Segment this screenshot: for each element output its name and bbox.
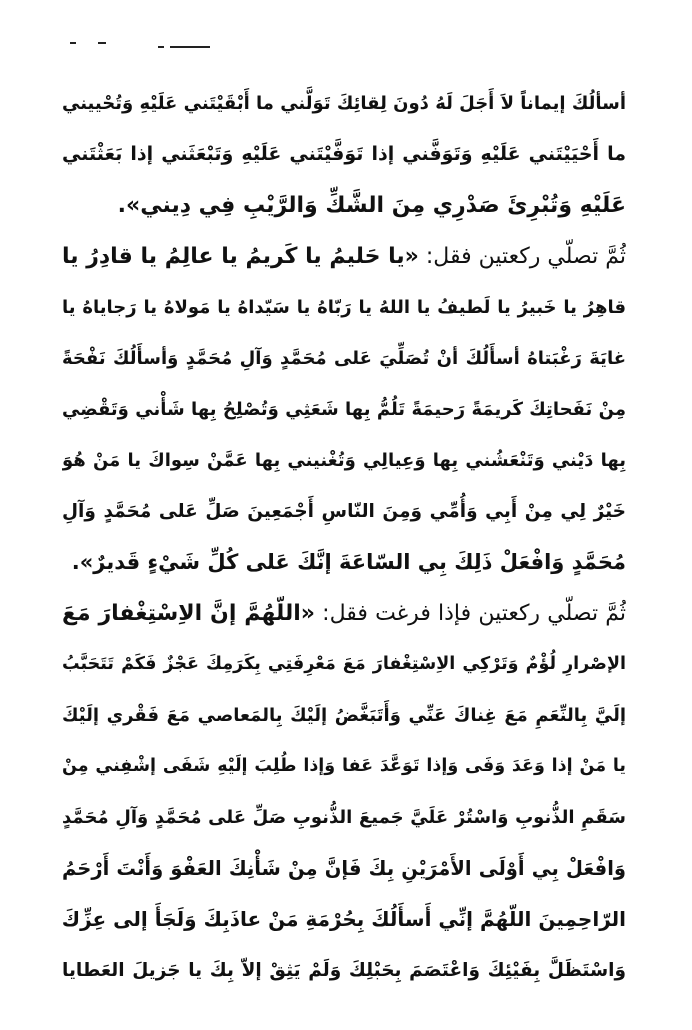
line-text: سَقَمِ الذُّنوبِ وَاسْتُرْ عَلَيَّ جَميعَ الذُّنوبِ صَلِّ عَلى مُحَمَّدٍ وَآلِ مُحَمَّدٍ xyxy=(62,807,626,828)
line-text: «يا حَليمُ يا كَريمُ يا عالِمُ يا قادِرُ يا xyxy=(62,244,419,269)
line-text: إلَيَّ بِالنِّعَمِ مَعَ غِناكَ عَنِّي وَأَتَبَغَّضُ إلَيْكَ بِالمَعاصي مَعَ فَقْري إلَيْكَ xyxy=(62,705,626,726)
text-line xyxy=(62,690,626,741)
line-text: خَيْرٌ لِي مِنْ أَبِي وَأُمِّي وَمِنَ النّاسِ أَجْمَعِينَ صَلِّ عَلى مُحَمَّدٍ وَآلِ xyxy=(62,501,626,522)
text-line xyxy=(62,180,626,231)
line-text: عَلَيْهِ وَتُبْرِئَ صَدْرِي مِنَ الشَّكِّ وَالرَّيْبِ فِي دِيني». xyxy=(117,193,626,218)
line-text: «اللّهُمَّ إنَّ الاِسْتِغْفارَ مَعَ xyxy=(62,601,315,626)
header-mark xyxy=(70,42,76,44)
line-text: يا مَنْ إذا وَعَدَ وَفَى وَإذا تَوَعَّدَ عَفا وَإذا طُلِبَ إلَيْهِ شَفَى إشْفِني مِنْ xyxy=(62,756,626,776)
line-text: مُحَمَّدٍ وَافْعَلْ ذَلِكَ بِي السّاعَةَ إنَّكَ عَلى كُلِّ شَيْءٍ قَديرٌ». xyxy=(71,550,626,574)
text-line xyxy=(62,639,626,690)
line-text: غايَةَ رَغْبَتاهُ أسأَلُكَ أنْ تُصَلِّيَ عَلى مُحَمَّدٍ وَآلِ مُحَمَّدٍ وَأسأَلُكَ نَفْحَةً xyxy=(62,348,626,369)
header-mark xyxy=(158,46,164,48)
text-line xyxy=(62,588,626,639)
text-line xyxy=(62,333,626,384)
text-line xyxy=(62,486,626,537)
line-text: الإصْرارِ لُؤْمٌ وَتَرْكِي الاِسْتِغْفارَ مَعَ مَعْرِفَتِي بِكَرَمِكَ عَجْزٌ فَكَمْ تَتَحَبَّبُ xyxy=(62,654,626,674)
line-text: قاهِرُ يا خَبيرُ يا لَطيفُ يا اللهُ يا رَبّاهُ يا سَيّداهُ يا مَولاهُ يا رَجاياهُ يا xyxy=(62,297,626,318)
text-line xyxy=(62,231,626,282)
line-text: وَاسْتَظَلَّ بِفَيْئِكَ وَاعْتَصَمَ بِحَبْلِكَ وَلَمْ يَثِقْ إلاّ بِكَ يا جَزيلَ العَطايا xyxy=(62,960,626,981)
text-line xyxy=(62,384,626,435)
text-line xyxy=(62,741,626,792)
header-mark xyxy=(170,46,210,48)
line-intro: ثُمَّ تصلّي ركعتين فإذا فرغت فقل: xyxy=(315,601,626,626)
text-line xyxy=(62,537,626,588)
line-text: مِنْ نَفَحاتِكَ كَريمَةً رَحيمَةً تَلُمُّ بِها شَعَثِي وَتُصْلِحُ بِها شَأْني وَتَقْضِي xyxy=(62,399,626,420)
line-text: وَافْعَلْ بِي أَوْلَى الأَمْرَيْنِ بِكَ فَإنَّ مِنْ شَأْنِكَ العَفْوَ وَأَنْتَ أَرْحَمُ xyxy=(62,857,626,880)
header-marks xyxy=(70,34,210,54)
text-line xyxy=(62,78,626,129)
text-line xyxy=(62,435,626,486)
text-line xyxy=(62,894,626,945)
text-line xyxy=(62,792,626,843)
line-text: أسألُكَ إيماناً لاَ أَجَلَ لَهُ دُونَ لِقائِكَ تَوَلَّني ما أَبْقَيْتَني عَلَيْهِ وَتُحْييني xyxy=(62,93,626,114)
text-line xyxy=(62,945,626,996)
line-text: بِها دَيْني وَتَنْعَشُني بِها وَعِيالِي وَتُغْنيني بِها عَمَّنْ سِواكَ يا مَنْ هُوَ xyxy=(62,450,626,471)
text-line xyxy=(62,843,626,894)
text-line xyxy=(62,282,626,333)
arabic-text-body xyxy=(62,78,626,996)
header-mark xyxy=(98,42,106,44)
text-line xyxy=(62,129,626,180)
line-intro: ثُمَّ تصلّي ركعتين فقل: xyxy=(418,244,626,269)
line-text: الرّاحِمِينَ اللّهُمَّ إنِّي أَسأَلُكَ بِحُرْمَةِ مَنْ عاذَبِكَ وَلَجَأَ إلى عِزِّكَ xyxy=(62,907,626,931)
line-text: ما أَحْيَيْتَني عَلَيْهِ وَتَوَفَّني إذا تَوَفَّيْتَني عَلَيْهِ وَتَبْعَثَني إذا بَعَثْتَني xyxy=(62,143,626,165)
